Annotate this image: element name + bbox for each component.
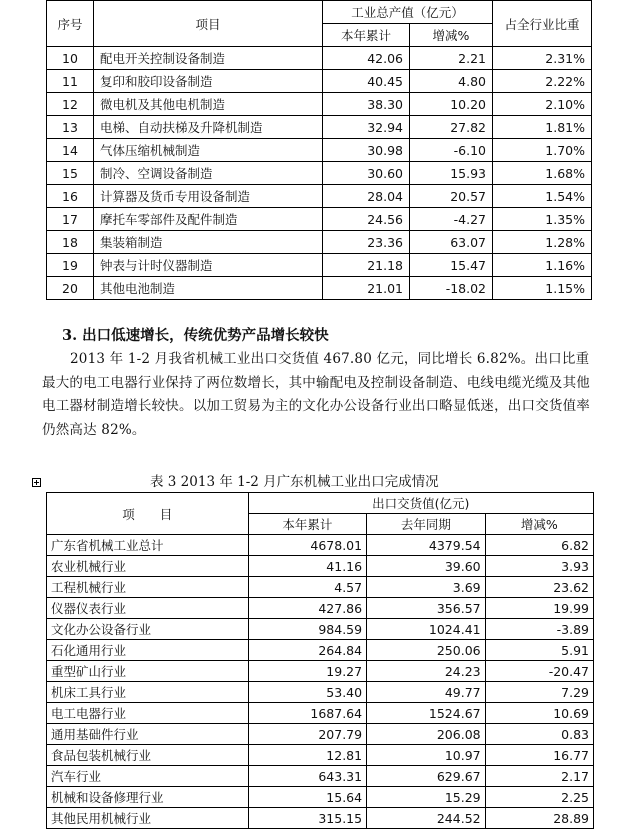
row-last-year: 10.97 <box>367 745 486 766</box>
row-item: 复印和胶印设备制造 <box>94 70 323 93</box>
row-change: 27.82 <box>410 116 493 139</box>
row-item: 计算器及货币专用设备制造 <box>94 185 323 208</box>
industry-output-table <box>46 0 592 300</box>
row-value: 4.57 <box>248 577 367 598</box>
row-last-year: 244.52 <box>367 808 486 829</box>
row-share: 1.15% <box>493 277 592 300</box>
row-change: 6.82 <box>485 535 593 556</box>
row-change: 2.25 <box>485 787 593 808</box>
row-change: -3.89 <box>485 619 593 640</box>
row-change: 0.83 <box>485 724 593 745</box>
row-item: 制冷、空调设备制造 <box>94 162 323 185</box>
row-change: 16.77 <box>485 745 593 766</box>
row-change: 20.57 <box>410 185 493 208</box>
row-number: 16 <box>47 185 94 208</box>
header-cumulative: 本年累计 <box>248 514 367 535</box>
table-row <box>47 556 594 577</box>
row-change: -6.10 <box>410 139 493 162</box>
row-value: 30.98 <box>323 139 410 162</box>
row-item: 其他电池制造 <box>94 277 323 300</box>
row-change: 2.21 <box>410 47 493 70</box>
table-row <box>47 139 592 162</box>
row-last-year: 24.23 <box>367 661 486 682</box>
row-number: 12 <box>47 93 94 116</box>
row-item: 电工电器行业 <box>47 703 249 724</box>
row-value: 12.81 <box>248 745 367 766</box>
header-last-year: 去年同期 <box>367 514 486 535</box>
table-row <box>47 682 594 703</box>
row-value: 643.31 <box>248 766 367 787</box>
row-share: 1.81% <box>493 116 592 139</box>
row-value: 21.18 <box>323 254 410 277</box>
row-share: 1.28% <box>493 231 592 254</box>
table-row <box>47 254 592 277</box>
row-share: 1.54% <box>493 185 592 208</box>
row-item: 广东省机械工业总计 <box>47 535 249 556</box>
row-number: 11 <box>47 70 94 93</box>
row-item: 电梯、自动扶梯及升降机制造 <box>94 116 323 139</box>
row-value: 264.84 <box>248 640 367 661</box>
row-value: 15.64 <box>248 787 367 808</box>
table-row <box>47 640 594 661</box>
row-item: 微电机及其他电机制造 <box>94 93 323 116</box>
row-last-year: 39.60 <box>367 556 486 577</box>
row-change: 10.69 <box>485 703 593 724</box>
table-row <box>47 116 592 139</box>
row-change: 23.62 <box>485 577 593 598</box>
header-change: 增减% <box>410 24 493 47</box>
row-item: 石化通用行业 <box>47 640 249 661</box>
header-change: 增减% <box>485 514 593 535</box>
row-value: 30.60 <box>323 162 410 185</box>
row-last-year: 49.77 <box>367 682 486 703</box>
row-change: 15.93 <box>410 162 493 185</box>
row-change: 28.89 <box>485 808 593 829</box>
table-row <box>47 70 592 93</box>
table-row <box>47 47 592 70</box>
table-row <box>47 808 594 829</box>
row-last-year: 250.06 <box>367 640 486 661</box>
row-value: 42.06 <box>323 47 410 70</box>
table-row <box>47 619 594 640</box>
row-item: 农业机械行业 <box>47 556 249 577</box>
row-value: 28.04 <box>323 185 410 208</box>
row-change: 10.20 <box>410 93 493 116</box>
row-value: 207.79 <box>248 724 367 745</box>
row-change: 7.29 <box>485 682 593 703</box>
table-row <box>47 787 594 808</box>
row-value: 21.01 <box>323 277 410 300</box>
row-number: 14 <box>47 139 94 162</box>
row-value: 4678.01 <box>248 535 367 556</box>
table-row <box>47 535 594 556</box>
table-row <box>47 724 594 745</box>
row-value: 23.36 <box>323 231 410 254</box>
row-item: 机械和设备修理行业 <box>47 787 249 808</box>
row-value: 984.59 <box>248 619 367 640</box>
table-row <box>47 162 592 185</box>
row-item: 机床工具行业 <box>47 682 249 703</box>
row-change: -18.02 <box>410 277 493 300</box>
row-change: -20.47 <box>485 661 593 682</box>
header-output-group: 工业总产值（亿元） <box>323 1 493 24</box>
row-share: 2.31% <box>493 47 592 70</box>
row-share: 1.70% <box>493 139 592 162</box>
row-share: 2.10% <box>493 93 592 116</box>
table-row <box>47 598 594 619</box>
row-item: 钟表与计时仪器制造 <box>94 254 323 277</box>
row-last-year: 206.08 <box>367 724 486 745</box>
row-item: 其他民用机械行业 <box>47 808 249 829</box>
row-change: 63.07 <box>410 231 493 254</box>
table-row <box>47 766 594 787</box>
row-item: 工程机械行业 <box>47 577 249 598</box>
row-last-year: 4379.54 <box>367 535 486 556</box>
table-row <box>47 745 594 766</box>
table-row <box>47 277 592 300</box>
row-value: 315.15 <box>248 808 367 829</box>
row-item: 食品包装机械行业 <box>47 745 249 766</box>
row-item: 摩托车零部件及配件制造 <box>94 208 323 231</box>
row-last-year: 3.69 <box>367 577 486 598</box>
table-row <box>47 208 592 231</box>
row-item: 通用基础件行业 <box>47 724 249 745</box>
row-change: -4.27 <box>410 208 493 231</box>
header-item: 项 目 <box>47 493 249 535</box>
table-move-handle-icon[interactable] <box>32 478 41 487</box>
row-change: 5.91 <box>485 640 593 661</box>
row-change: 19.99 <box>485 598 593 619</box>
row-value: 1687.64 <box>248 703 367 724</box>
header-share: 占全行业比重 <box>493 1 592 47</box>
row-number: 19 <box>47 254 94 277</box>
row-number: 10 <box>47 47 94 70</box>
row-item: 配电开关控制设备制造 <box>94 47 323 70</box>
table-row <box>47 661 594 682</box>
row-value: 38.30 <box>323 93 410 116</box>
export-table <box>46 492 594 829</box>
table-row <box>47 185 592 208</box>
row-value: 41.16 <box>248 556 367 577</box>
table-row <box>47 577 594 598</box>
row-value: 19.27 <box>248 661 367 682</box>
header-cumulative: 本年累计 <box>323 24 410 47</box>
row-last-year: 356.57 <box>367 598 486 619</box>
section-heading: 3. 出口低速增长，传统优势产品增长较快 <box>62 327 329 344</box>
row-value: 24.56 <box>323 208 410 231</box>
row-item: 仪器仪表行业 <box>47 598 249 619</box>
row-value: 40.45 <box>323 70 410 93</box>
row-item: 汽车行业 <box>47 766 249 787</box>
row-change: 4.80 <box>410 70 493 93</box>
row-change: 15.47 <box>410 254 493 277</box>
row-number: 15 <box>47 162 94 185</box>
row-value: 32.94 <box>323 116 410 139</box>
row-change: 2.17 <box>485 766 593 787</box>
row-value: 427.86 <box>248 598 367 619</box>
row-share: 1.68% <box>493 162 592 185</box>
table-row <box>47 703 594 724</box>
section-paragraph: 2013 年 1-2 月我省机械工业出口交货值 467.80 亿元，同比增长 6.82%。出口比重最大的电工电器行业保持了两位数增长，其中输配电及控制设备制造、电线电缆光缆及其他电工器材制造增长较快。以加工贸易为主的文化办公设备行业出口略显低迷，出口交货值率仍然高达 82%。 <box>42 351 590 438</box>
row-item: 文化办公设备行业 <box>47 619 249 640</box>
row-share: 1.35% <box>493 208 592 231</box>
row-value: 53.40 <box>248 682 367 703</box>
row-number: 17 <box>47 208 94 231</box>
table-row <box>47 231 592 254</box>
row-last-year: 1524.67 <box>367 703 486 724</box>
header-export-group: 出口交货值(亿元) <box>248 493 593 514</box>
row-number: 13 <box>47 116 94 139</box>
row-change: 3.93 <box>485 556 593 577</box>
row-item: 集装箱制造 <box>94 231 323 254</box>
table-row <box>47 93 592 116</box>
header-no: 序号 <box>47 1 94 47</box>
row-share: 1.16% <box>493 254 592 277</box>
row-share: 2.22% <box>493 70 592 93</box>
row-last-year: 1024.41 <box>367 619 486 640</box>
row-number: 20 <box>47 277 94 300</box>
header-item: 项目 <box>94 1 323 47</box>
row-item: 重型矿山行业 <box>47 661 249 682</box>
table-caption: 表 3 2013 年 1-2 月广东机械工业出口完成情况 <box>150 474 439 490</box>
row-item: 气体压缩机械制造 <box>94 139 323 162</box>
row-last-year: 629.67 <box>367 766 486 787</box>
row-number: 18 <box>47 231 94 254</box>
row-last-year: 15.29 <box>367 787 486 808</box>
